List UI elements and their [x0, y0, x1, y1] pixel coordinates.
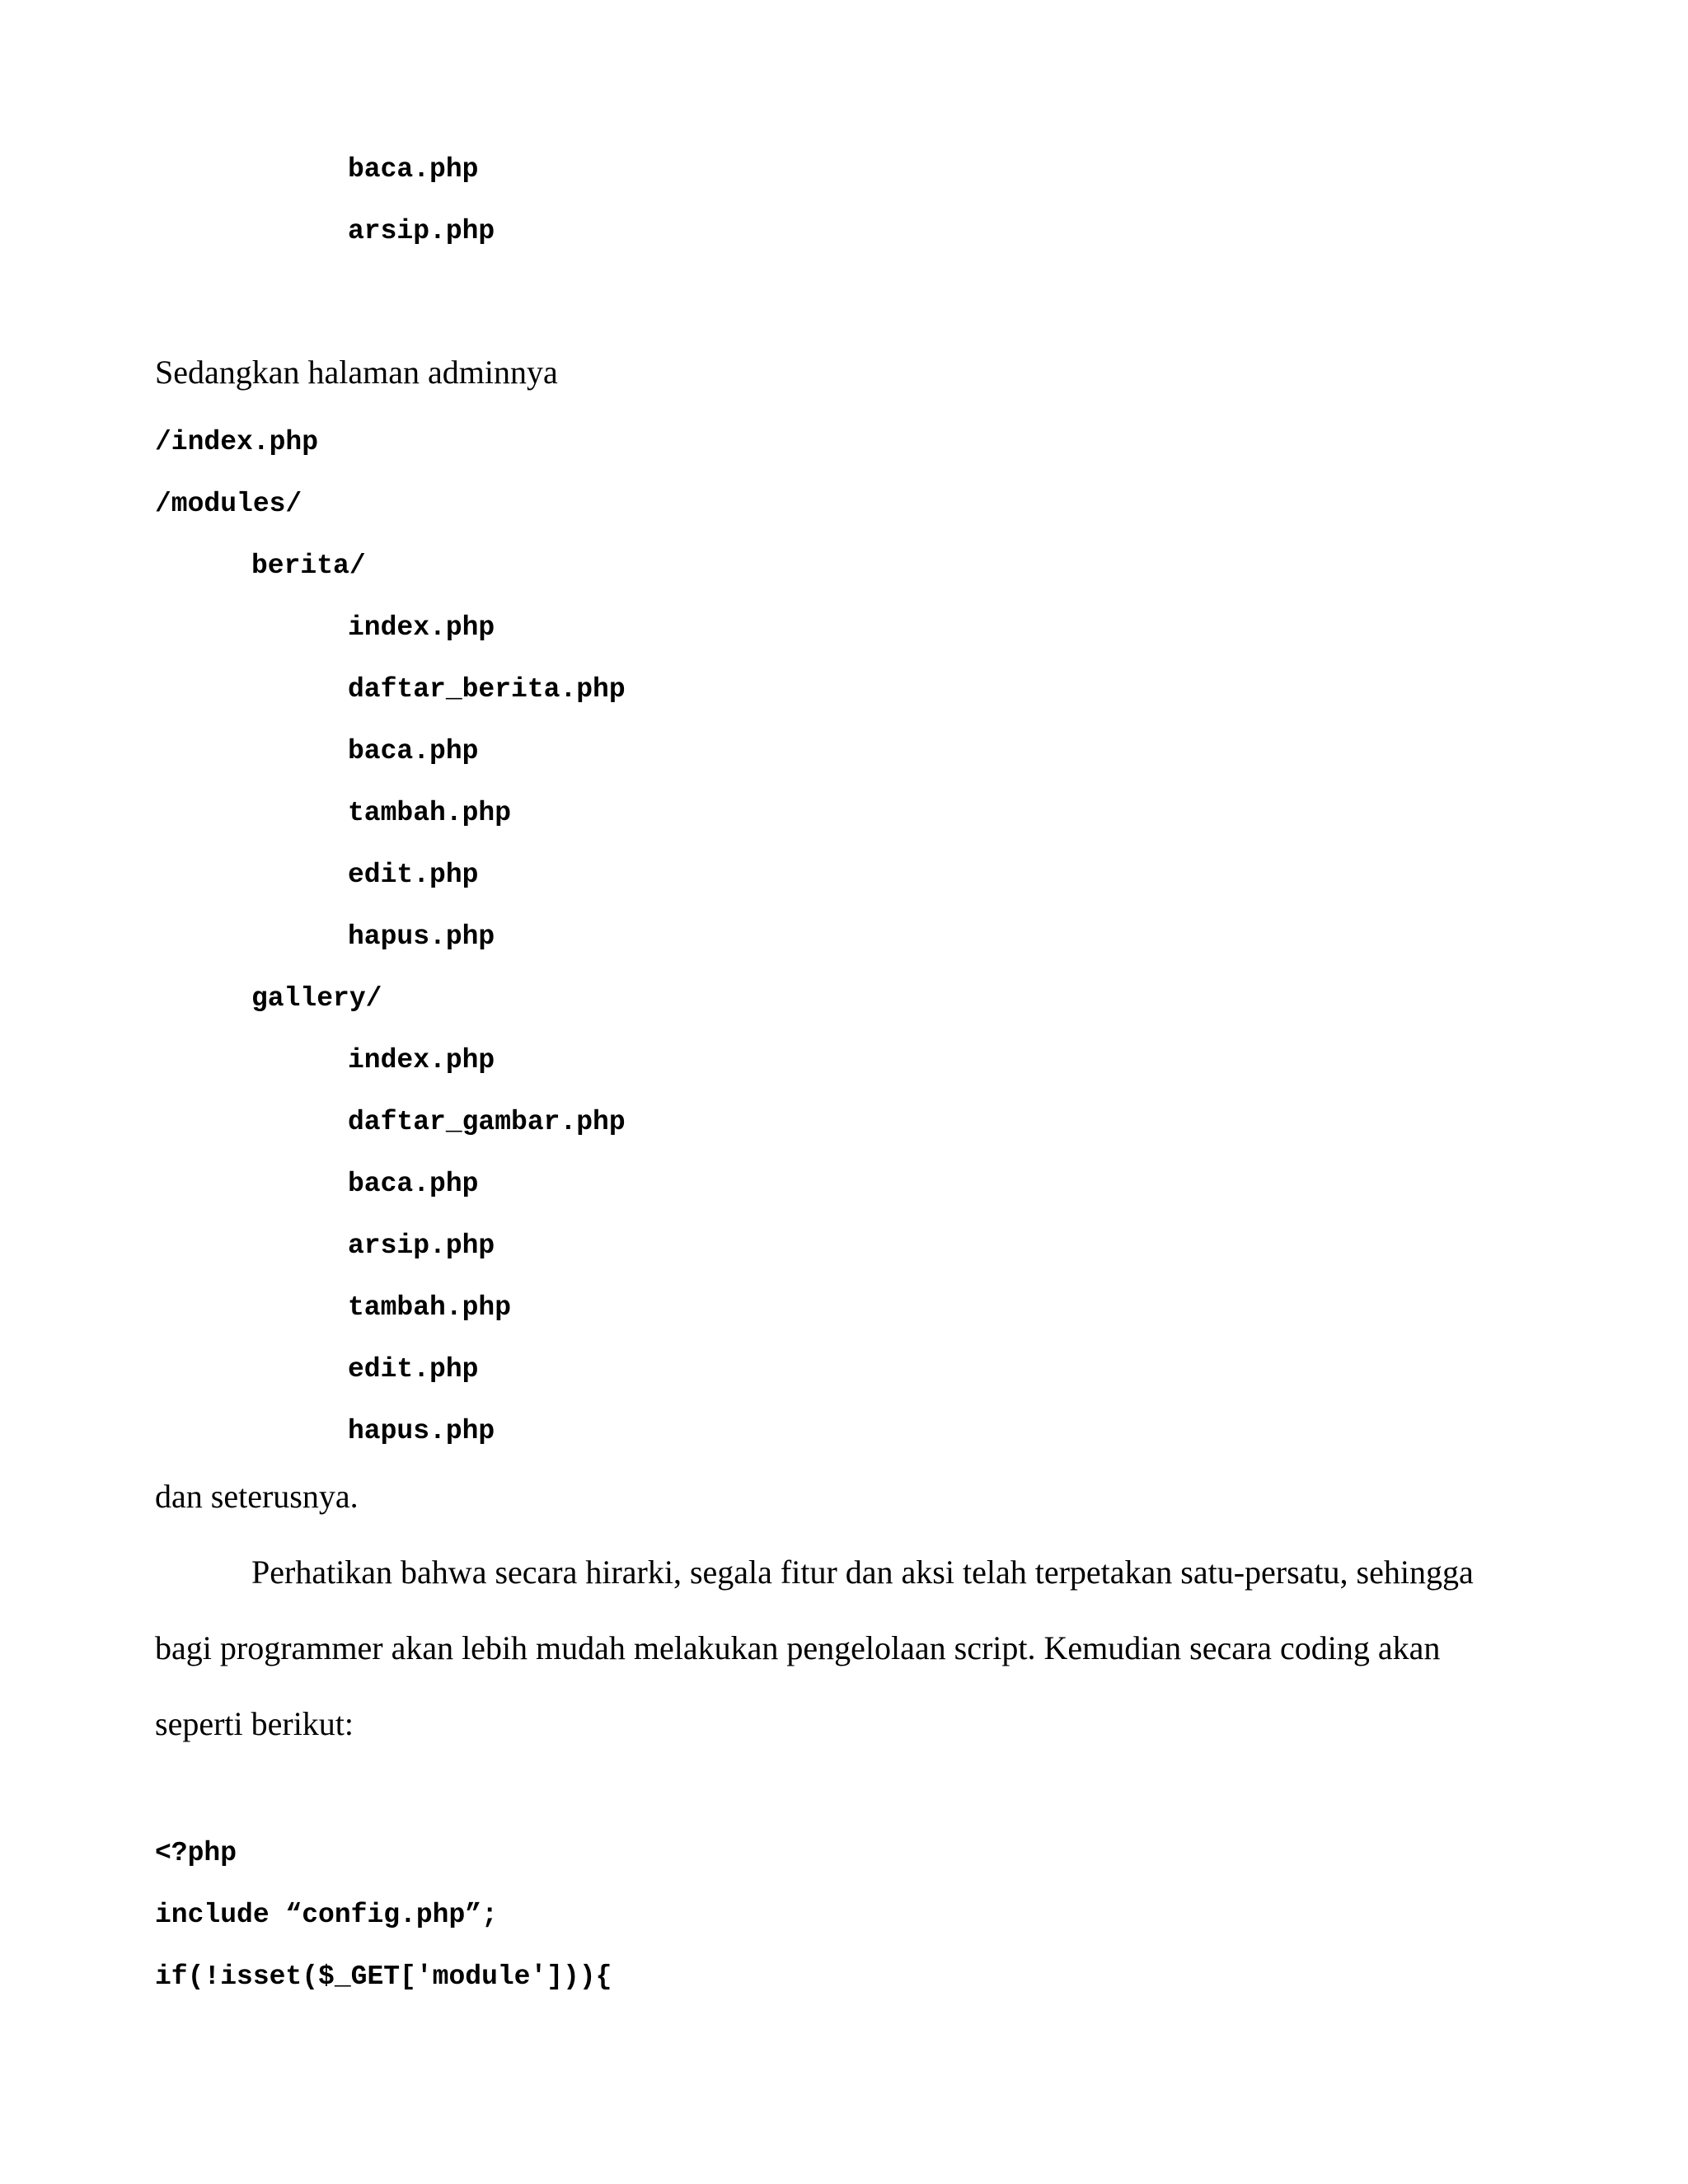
modules-folder-entry: /modules/	[155, 489, 302, 519]
berita-file-entry: tambah.php	[348, 798, 512, 828]
paragraph-line: seperti berikut:	[155, 1705, 354, 1742]
berita-file-entry: index.php	[348, 612, 495, 643]
gallery-file-entry: index.php	[348, 1045, 495, 1076]
gallery-file-entry: daftar_gambar.php	[348, 1107, 626, 1137]
root-index-entry: /index.php	[155, 427, 319, 457]
closing-text: dan seterusnya.	[155, 1478, 359, 1515]
gallery-file-entry: edit.php	[348, 1354, 479, 1385]
berita-file-entry: baca.php	[348, 736, 479, 766]
file-entry: arsip.php	[348, 216, 495, 246]
file-entry: baca.php	[348, 154, 479, 185]
paragraph-line: bagi programmer akan lebih mudah melakukan pengelolaan script. Kemudian secara coding akan	[155, 1629, 1441, 1666]
code-line: <?php	[155, 1838, 237, 1868]
berita-file-entry: hapus.php	[348, 921, 495, 952]
berita-file-entry: daftar_berita.php	[348, 674, 626, 705]
berita-folder-entry: berita/	[251, 551, 366, 581]
gallery-file-entry: hapus.php	[348, 1416, 495, 1446]
gallery-file-entry: baca.php	[348, 1169, 479, 1199]
code-line: if(!isset($_GET['module'])){	[155, 1961, 612, 1992]
admin-intro-text: Sedangkan halaman adminnya	[155, 354, 558, 391]
code-line: include “config.php”;	[155, 1900, 498, 1930]
gallery-file-entry: tambah.php	[348, 1292, 512, 1323]
berita-file-entry: edit.php	[348, 860, 479, 890]
paragraph-line: Perhatikan bahwa secara hirarki, segala fitur dan aksi telah terpetakan satu-persatu, sehingga	[251, 1554, 1474, 1591]
gallery-folder-entry: gallery/	[251, 983, 382, 1014]
gallery-file-entry: arsip.php	[348, 1230, 495, 1261]
